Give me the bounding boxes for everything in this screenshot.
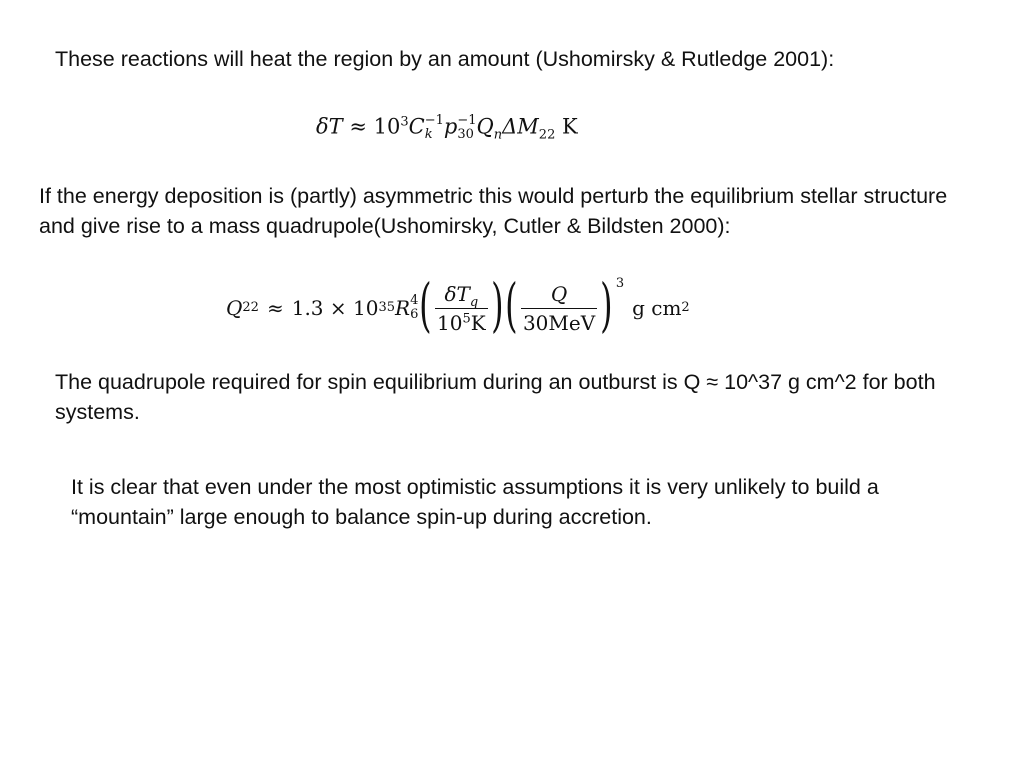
eq2-f2-den: 30MeV [521,308,597,335]
eq1-dm: ΔM [502,114,539,139]
eq2-f1-numerator [442,282,480,308]
eq2-r-sup: 4 [410,293,419,308]
eq2-approx: ≈ [266,296,284,320]
eq2-r-scripts [410,294,418,322]
eq2-right-paren-1: ) [490,271,504,339]
eq2-r-sub: 6 [410,307,419,322]
eq1-p-scripts [457,114,476,142]
eq1-ck: C [408,114,425,139]
eq2-right-paren-2: ) [600,271,613,339]
eq1-ck-sup: −1 [424,113,444,128]
eq1-p-sub: 30 [457,127,474,142]
text-spin-equilibrium: The quadrupole required for spin equilibrium during an outburst is Q ≈ 10^37 g cm^2 for both systems. [55,370,936,424]
eq2-row: Q 22 ≈ 1.3 × 10 35 R 4 6 ( $\frac{\delta T_q}{10^5K}$ ) ( $\frac{Q}{\text{30MeV}}$ ) 3 g cm 2 [226,271,690,339]
eq2-unit: g cm [632,296,682,320]
eq2-left-paren-2: ( [505,271,518,339]
eq2-r: R [395,296,411,320]
equation-quadrupole [226,271,690,339]
eq2-f1-denominator [435,308,488,335]
text-asymmetric-deposition: If the energy deposition is (partly) asymmetric this would perturb the equilibrium stellar structure and give rise to a mass quadrupole(Ushomirsky, Cutler & Bildsten 2000): [39,184,948,238]
eq2-f2-num: Q [550,281,568,306]
eq1-p: p [443,114,458,139]
eq1-approx: ≈ [349,114,367,139]
eq2-f1-den-unit: K [470,310,486,335]
eq2-lhs: Q [226,296,243,320]
eq1-lhs: δT [316,114,343,139]
eq2-power: 3 [615,276,625,291]
eq1-dm-sub: 22 [538,127,556,143]
equation-heating [316,114,578,142]
eq2-left-paren-1: ( [419,271,432,339]
eq1-q: Q [476,114,494,139]
eq2-fraction-temperature [435,282,488,335]
eq1-unit: K [562,114,578,139]
eq2-f1-num: δT [444,281,470,306]
text-conclusion: It is clear that even under the most optimistic assumptions it is very unlikely to build a “mountain” large enough to balance spin-up during accretion. [71,475,879,529]
eq1-coef: 10 [373,114,401,139]
eq1-coef-exp: 3 [400,114,409,130]
eq1-ck-sub: k [424,127,433,142]
eq2-coef: 1.3 × 10 [291,296,379,320]
eq2-f1-num-sub: q [469,294,479,310]
eq1-ck-scripts [425,114,444,142]
eq2-f1-den-exp: 5 [462,310,471,326]
eq1-p-sup: −1 [457,113,477,128]
eq2-fraction-energy [521,282,597,335]
eq2-f1-den: 10 [436,310,463,335]
eq1-q-sub: n [493,127,503,143]
text-heating-intro: These reactions will heat the region by an amount (Ushomirsky & Rutledge 2001): [55,47,835,71]
